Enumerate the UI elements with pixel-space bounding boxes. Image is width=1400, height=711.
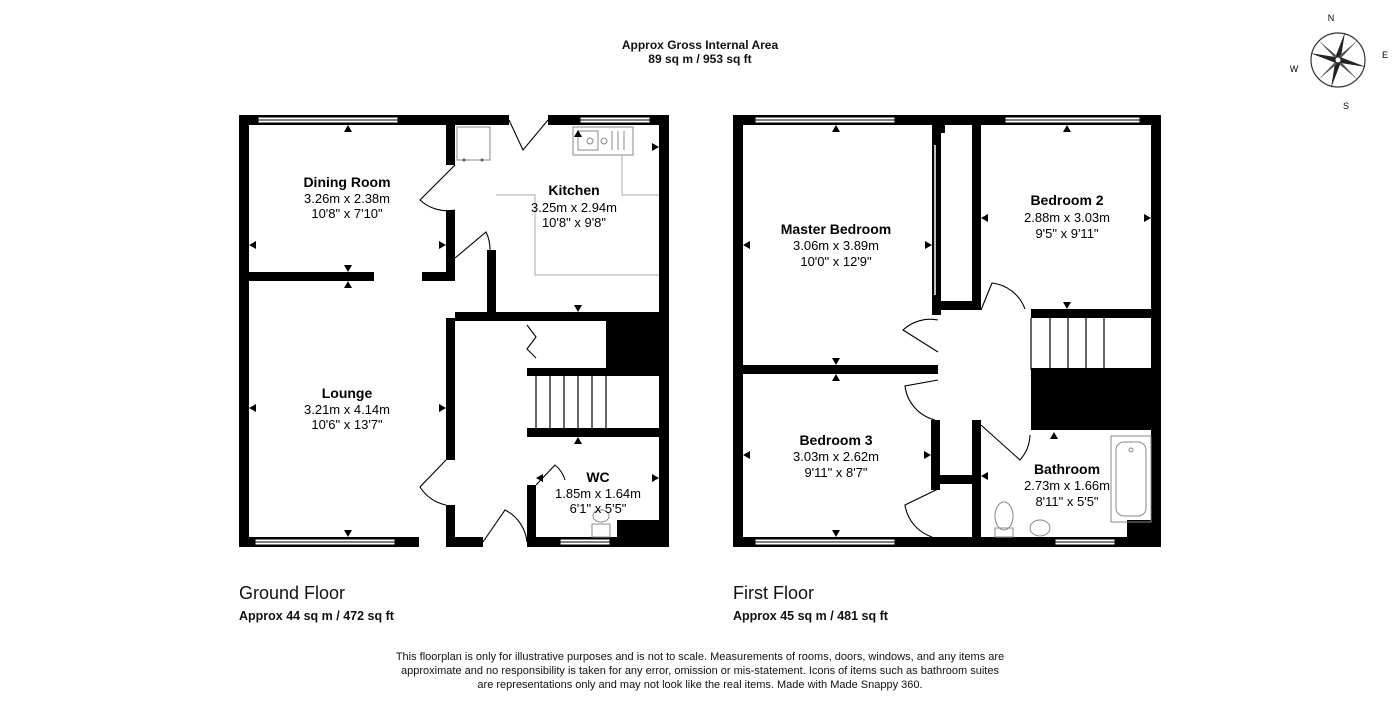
compass-n: N <box>1327 13 1335 23</box>
disclaimer-line: approximate and no responsibility is taken for any error, omission or mis-statement. Icons of items such as bathroom suites <box>401 665 999 677</box>
gf-wall <box>239 115 249 547</box>
ground-floor-title: Ground Floor <box>239 583 346 603</box>
wc-metric: 1.85m x 1.64m <box>555 486 641 501</box>
lounge-imperial: 10'6" x 13'7" <box>311 417 383 432</box>
master-bedroom-metric: 3.06m x 3.89m <box>793 238 879 253</box>
kitchen-name: Kitchen <box>548 182 600 198</box>
bathroom-imperial: 8'11" x 5'5" <box>1035 494 1099 509</box>
bedroom-3-metric: 3.03m x 2.62m <box>793 449 879 464</box>
master-bedroom-imperial: 10'0" x 12'9" <box>800 254 872 269</box>
lounge-name: Lounge <box>321 385 373 401</box>
compass-rose-icon <box>1290 13 1388 111</box>
bedroom-3-name: Bedroom 3 <box>799 432 873 448</box>
wc-imperial: 6'1" x 5'5" <box>569 501 627 516</box>
bedroom-2-imperial: 9'5" x 9'11" <box>1035 226 1099 241</box>
compass-w: W <box>1289 64 1299 74</box>
dining-room-imperial: 10'8" x 7'10" <box>311 206 383 221</box>
kitchen-imperial: 10'8" x 9'8" <box>541 215 607 230</box>
gf-wall <box>659 115 669 547</box>
gf-wall <box>455 537 483 547</box>
first-floor-plan <box>733 115 1161 547</box>
first-floor-area: Approx 45 sq m / 481 sq ft <box>733 609 888 623</box>
ground-floor-area: Approx 44 sq m / 472 sq ft <box>239 609 394 623</box>
ff-wall <box>733 115 743 547</box>
first-floor-title: First Floor <box>733 583 814 603</box>
master-bedroom-name: Master Bedroom <box>780 221 892 237</box>
compass-s: S <box>1342 101 1350 111</box>
bathroom-name: Bathroom <box>1033 461 1101 477</box>
gross-area-value: 89 sq m / 953 sq ft <box>648 52 752 66</box>
bedroom-3-imperial: 9'11" x 8'7" <box>804 465 868 480</box>
lounge-metric: 3.21m x 4.14m <box>304 402 390 417</box>
wc-name: WC <box>586 469 610 485</box>
bedroom-2-metric: 2.88m x 3.03m <box>1024 210 1110 225</box>
bathroom-metric: 2.73m x 1.66m <box>1024 478 1110 493</box>
disclaimer-line: This floorplan is only for illustrative purposes and is not to scale. Measurements of rooms, doors, windows, and any items are <box>395 651 1005 663</box>
dining-room-name: Dining Room <box>303 174 391 190</box>
gross-area-title: Approx Gross Internal Area <box>621 38 779 52</box>
dining-room-metric: 3.26m x 2.38m <box>304 191 390 206</box>
kitchen-metric: 3.25m x 2.94m <box>531 200 617 215</box>
disclaimer-line: are representations only and may not look like the real items. Made with Made Snappy 360. <box>477 679 923 691</box>
bedroom-2-name: Bedroom 2 <box>1030 192 1104 208</box>
ground-floor-plan <box>239 115 669 547</box>
compass-e: E <box>1381 50 1389 60</box>
disclaimer <box>330 650 1070 692</box>
ff-wall <box>1151 115 1161 547</box>
